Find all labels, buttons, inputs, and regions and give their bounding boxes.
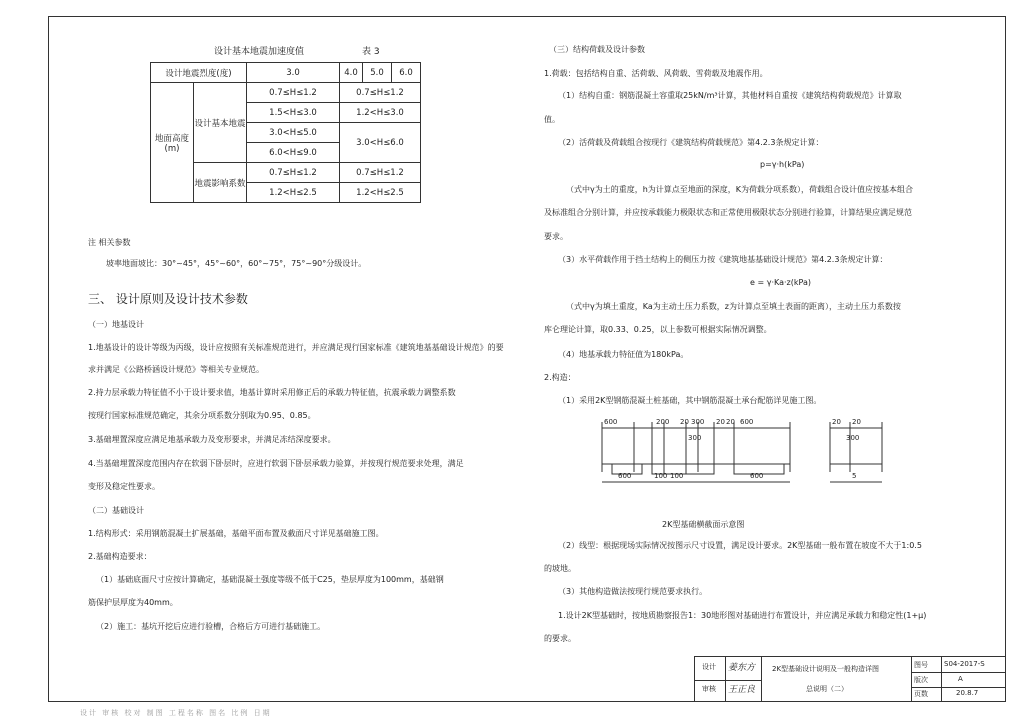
paragraph: 2.构造： (544, 373, 576, 382)
base-block (686, 464, 714, 474)
table-cell: 3.0<H≤6.0 (340, 123, 421, 163)
paragraph: （2）施工：基坑开挖后应进行验槽，合格后方可进行基础施工。 (96, 622, 326, 631)
paragraph: 的坡地。 (544, 564, 576, 573)
formula-2: e = γ·Ka·z(kPa) (750, 278, 811, 287)
paragraph: （式中γ为土的重度，h为计算点至地面的深度，K为荷载分项系数），荷载组合设计值应按基本组合 (566, 185, 914, 194)
tb-check-label: 审核 (702, 685, 716, 693)
dim-label: 300 (846, 434, 860, 442)
tb-divider (761, 657, 762, 701)
table-cell: 0.7≤H≤1.2 (247, 163, 340, 183)
tb-version-value: A (958, 675, 963, 683)
table-sub2: 地震影响系数 (194, 163, 247, 203)
paragraph: （3）其他构造做法按现行规范要求执行。 (558, 587, 708, 596)
tb-divider (911, 672, 1005, 673)
table-header-col4: 6.0 (392, 63, 421, 83)
paragraph: （2）线型：根据现场实际情况按图示尺寸设置，满足设计要求。2K型基础一般布置在坡度不大于1:0.5 (558, 541, 922, 550)
tb-number-value: S04-2017-S (944, 660, 985, 668)
tb-title: 2K型基础设计说明及一般构造详图 (772, 665, 880, 673)
paragraph: （1）采用2K型钢筋混凝土桩基础，其中钢筋混凝土承台配筋详见施工图。 (558, 396, 822, 405)
paragraph: 1.荷载：包括结构自重、活荷载、风荷载、雪荷载及地震作用。 (544, 69, 768, 78)
paragraph: （式中γ为填土重度，Ka为主动土压力系数，z为计算点至填土表面的距离），主动土压力系数按 (566, 302, 901, 311)
group-unit-text: (m) (164, 143, 180, 154)
table-header-col2: 4.0 (340, 63, 363, 83)
subheading-2: （二）基础设计 (88, 506, 144, 515)
dim-label: 20 (726, 418, 735, 426)
subheading-1: （一）地基设计 (88, 320, 144, 329)
section-heading-3: 三、 设计原则及设计技术参数 (88, 292, 248, 306)
dim-label: 200 (656, 418, 670, 426)
tb-version-label: 版次 (914, 676, 928, 684)
bottom-margin-text: 设计 审核 校对 制图 工程名称 图名 比例 日期 (80, 709, 272, 717)
paragraph: 筋保护层厚度为40mm。 (88, 598, 178, 607)
paragraph: 及标准组合分别计算，并应按承载能力极限状态和正常使用极限状态分别进行验算，计算结果应满足规范 (544, 208, 912, 217)
group-label-text: 地面高度 (154, 133, 189, 144)
dim-label: 600 (750, 472, 764, 480)
tb-number-label: 图号 (914, 661, 928, 669)
parameter-table (150, 62, 421, 203)
table-cell: 1.2<H≤2.5 (247, 183, 340, 203)
paragraph: 1.地基设计的设计等级为丙级，设计应按照有关标准规范进行，并应满足现行国家标准《建筑地基基础设计规范》的要 (88, 343, 504, 352)
tb-page-value: 20.8.7 (956, 689, 979, 697)
dim-label: 100 (654, 472, 668, 480)
figure-caption: 2K型基础横截面示意图 (662, 520, 745, 529)
table-header-col3: 5.0 (363, 63, 392, 83)
tb-divider (911, 657, 912, 701)
paragraph: （3）水平荷载作用于挡土结构上的侧压力按《建筑地基基础设计规范》第4.2.3条规定计算： (558, 255, 888, 264)
table-cell: 0.7≤H≤1.2 (247, 83, 340, 103)
table-caption: 设计基本地震加速度值 (214, 47, 305, 57)
paragraph: 值。 (544, 115, 560, 124)
right-subtitle: （三）结构荷载及设计参数 (549, 45, 645, 54)
paragraph: 的要求。 (544, 634, 576, 643)
dim-label: 600 (604, 418, 618, 426)
table-cell: 1.5<H≤3.0 (247, 103, 340, 123)
paragraph: 1.设计2K型基础时，按地质勘察报告1：30地形图对基础进行布置设计，并应满足承载力和稳定性(1+μ) (558, 611, 927, 620)
dim-label: 100 (670, 472, 684, 480)
tb-check-signature: 王正良 (728, 685, 756, 695)
tb-divider (941, 657, 942, 701)
section-figure (590, 412, 890, 512)
table-cell: 1.2<H≤2.5 (340, 183, 421, 203)
table-header-label: 设计地震烈度(度) (151, 63, 247, 83)
dim-label: 300 (688, 434, 702, 442)
paragraph: 要求。 (544, 232, 568, 241)
dim-label: 20 (716, 418, 725, 426)
tb-subtitle: 总说明（二） (806, 685, 848, 693)
dim-label: 20 (852, 418, 861, 426)
note-text: 坡率地面坡比：30°~45°，45°~60°，60°~75°，75°~90°分级设计。 (106, 259, 367, 268)
paragraph: 1.结构形式：采用钢筋混凝土扩展基础，基础平面布置及截面尺寸详见基础施工图。 (88, 529, 384, 538)
dim-label: 20 (680, 418, 689, 426)
table-caption-note: 表 3 (362, 47, 380, 57)
tb-divider (911, 687, 1005, 688)
paragraph: 求并满足《公路桥涵设计规范》等相关专业规范。 (88, 365, 264, 374)
paragraph: 2.持力层承载力特征值不小于设计要求值，地基计算时采用修正后的承载力特征值，抗震承载力调整系数 (88, 388, 456, 397)
paragraph: 变形及稳定性要求。 (88, 482, 160, 491)
paragraph: 2.基础构造要求： (88, 552, 152, 561)
paragraph: （4）地基承载力特征值为180kPa。 (558, 350, 689, 359)
table-sub1: 设计基本地震 (194, 83, 247, 163)
dim-label: 300 (691, 418, 705, 426)
formula-1: p=γ·h(kPa) (760, 160, 805, 169)
table-cell: 0.7≤H≤1.2 (340, 163, 421, 183)
paragraph: （2）活荷载及荷载组合按现行《建筑结构荷载规范》第4.2.3条规定计算： (558, 138, 824, 147)
table-cell: 0.7≤H≤1.2 (340, 83, 421, 103)
tb-design-label: 设计 (702, 663, 716, 671)
dim-label: 20 (832, 418, 841, 426)
paragraph: 库仑理论计算，取0.33、0.25，以上参数可根据实际情况调整。 (544, 325, 772, 334)
paragraph: 3.基础埋置深度应满足地基承载力及变形要求，并满足冻结深度要求。 (88, 435, 336, 444)
table-cell: 3.0<H≤5.0 (247, 123, 340, 143)
paragraph: （1）结构自重：钢筋混凝土容重取25kN/m³计算，其他材料自重按《建筑结构荷载规范》计算取 (558, 91, 902, 100)
paragraph: （1）基础底面尺寸应按计算确定，基础混凝土强度等级不低于C25，垫层厚度为100mm，基础钢 (96, 575, 444, 584)
note-label: 注 相关参数 (88, 238, 131, 247)
paragraph: 按现行国家标准规范确定，其余分项系数分别取为0.95、0.85。 (88, 411, 316, 420)
table-cell: 6.0<H≤9.0 (247, 143, 340, 163)
table-header-col1: 3.0 (247, 63, 340, 83)
dim-label: 600 (740, 418, 754, 426)
tb-page-label: 页数 (914, 690, 928, 698)
tb-divider (695, 680, 761, 681)
dim-label: 5 (852, 472, 857, 480)
table-cell: 1.2<H≤3.0 (340, 103, 421, 123)
paragraph: 4.当基础埋置深度范围内存在软弱下卧层时，应进行软弱下卧层承载力验算，并按现行规范要求处理，满足 (88, 459, 464, 468)
tb-divider (725, 657, 726, 701)
table-group-label (151, 83, 194, 203)
tb-design-signature: 姜东方 (728, 663, 756, 673)
dim-label: 600 (618, 472, 632, 480)
